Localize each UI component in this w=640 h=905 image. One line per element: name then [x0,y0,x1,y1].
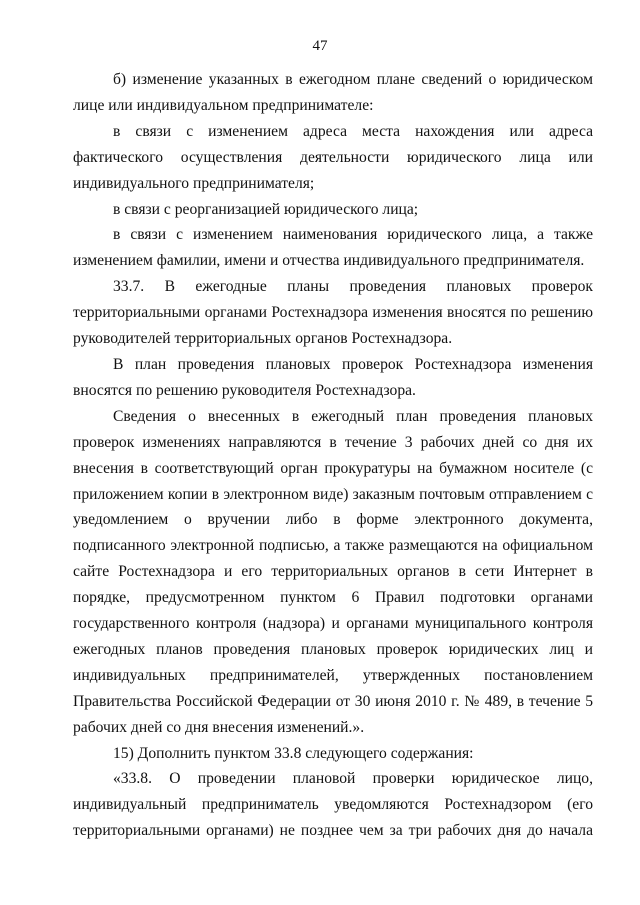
paragraph-plan-changes: В план проведения плановых проверок Ростехнадзора изменения вносятся по решению руководителя Ростехнадзора. [73,355,593,399]
paragraph-name-change: в связи с изменением наименования юридического лица, а также изменением фамилии, имени и отчества индивидуального предпринимателя. [73,226,593,270]
paragraph-info-on-changes: Сведения о внесенных в ежегодный план проведения плановых проверок изменениях направляются в течение 3 рабочих дней со дня их внесения в соответствующий орган прокуратуры на бумажном носителе (с приложением копии в электронном виде) заказным почтовым отправлением с уведомлением о вручении либо в форме электронного документа, подписанного электронной подписью, а также размещаются на официальном сайте Ростехнадзора и его территориальных органов в сети Интернет в порядке, предусмотренном пунктом 6 Правил подготовки органами государственного контроля (надзора) и органами муниципального контроля ежегодных планов проведения плановых проверок юридических лиц и индивидуальных предпринимателей, утвержденных постановлением Правительства Российской Федерации от 30 июня 2010 г. № 489, в течение 5 рабочих дней со дня внесения изменений.». [73,407,593,736]
page-number: 47 [312,38,328,54]
paragraph-33-7: 33.7. В ежегодные планы проведения плановых проверок территориальными органами Ростехнадзора изменения вносятся по решению руководителей территориальных органов Ростехнадзора. [73,278,593,348]
paragraph-b-change-info: б) изменение указанных в ежегодном плане сведений о юридическом лице или индивидуальном предпринимателе: [73,71,593,114]
paragraph-33-8: «33.8. О проведении плановой проверки юридическое лицо, индивидуальный предприниматель уведомляются Ростехнадзором (его территориальными органами) не позднее чем за три рабочих дня до начала [73,770,593,840]
paragraph-15-add-33-8: 15) Дополнить пунктом 33.8 следующего содержания: [113,744,474,762]
paragraph-reorganization: в связи с реорганизацией юридического лица; [113,200,419,218]
document-body [73,67,593,844]
paragraph-address-change: в связи с изменением адреса места нахождения или адреса фактического осуществления деятельности юридического лица или индивидуального предпринимателя; [73,122,593,192]
